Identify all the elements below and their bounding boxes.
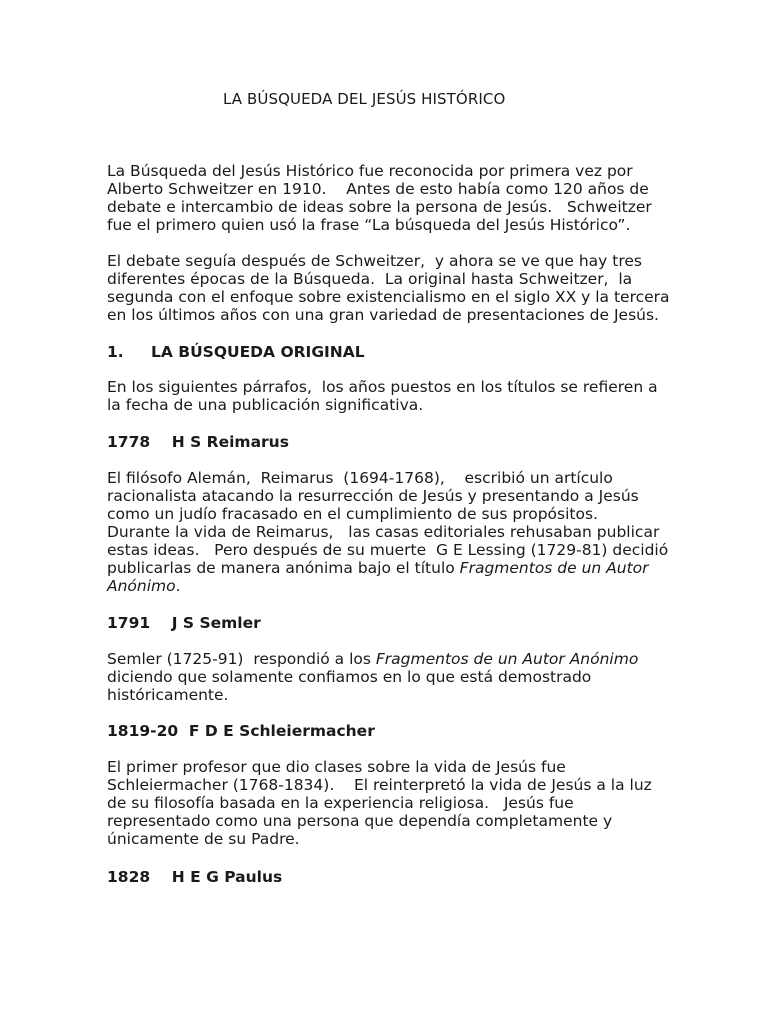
text-line: en los últimos años con una gran variedad de presentaciones de Jesús. — [107, 306, 659, 324]
text-fragment: Semler (1725-91) respondió a los — [107, 650, 376, 668]
section-number: 1. — [107, 343, 124, 361]
text-line: Schleiermacher (1768-1834). El reinterpretó la vida de Jesús a la luz — [107, 776, 652, 794]
text-line: fue el primero quien usó la frase “La búsqueda del Jesús Histórico”. — [107, 216, 631, 234]
italic-title: Anónimo — [107, 577, 176, 595]
text-line: diciendo que solamente confiamos en lo que está demostrado — [107, 668, 592, 686]
italic-title: Fragmentos de un Autor Anónimo — [375, 650, 639, 668]
text-line: Durante la vida de Reimarus, las casas editoriales rehusaban publicar — [107, 523, 660, 541]
text-line: El debate seguía después de Schweitzer, y ahora se ve que hay tres — [107, 252, 642, 270]
entry-heading-reimarus: 1778 H S Reimarus — [107, 433, 289, 451]
text-line: Alberto Schweitzer en 1910. Antes de esto había como 120 años de — [107, 180, 649, 198]
text-fragment: . — [175, 577, 181, 595]
intro-paragraph-2 — [107, 252, 670, 324]
text-line: racionalista atacando la resurrección de Jesús y presentando a Jesús — [107, 487, 639, 505]
text-line — [107, 559, 668, 577]
entry-body-reimarus — [107, 469, 668, 595]
text-line: En los siguientes párrafos, los años puestos en los títulos se refieren a — [107, 378, 658, 396]
text-line: segunda con el enfoque sobre existencialismo en el siglo XX y la tercera — [107, 288, 670, 306]
text-line: históricamente. — [107, 686, 229, 704]
text-line: La Búsqueda del Jesús Histórico fue reconocida por primera vez por — [107, 162, 633, 180]
section-title: LA BÚSQUEDA ORIGINAL — [151, 343, 365, 361]
entry-heading-semler: 1791 J S Semler — [107, 614, 261, 632]
text-line: estas ideas. Pero después de su muerte G E Lessing (1729-81) decidió — [107, 541, 669, 559]
entry-body-schleiermacher — [107, 758, 652, 848]
text-line — [107, 650, 638, 668]
section-intro — [107, 378, 658, 414]
text-line — [107, 577, 668, 595]
document-title: LA BÚSQUEDA DEL JESÚS HISTÓRICO — [223, 90, 506, 108]
entry-heading-schleiermacher: 1819-20 F D E Schleiermacher — [107, 722, 375, 740]
text-line: de su filosofía basada en la experiencia religiosa. Jesús fue — [107, 794, 574, 812]
text-fragment: publicarlas de manera anónima bajo el título — [107, 559, 460, 577]
section-heading — [107, 343, 365, 361]
text-line: únicamente de su Padre. — [107, 830, 300, 848]
text-line: como un judío fracasado en el cumplimiento de sus propósitos. — [107, 505, 598, 523]
italic-title: Fragmentos de un Autor — [459, 559, 649, 577]
entry-body-semler — [107, 650, 638, 704]
text-line: representado como una persona que dependía completamente y — [107, 812, 613, 830]
text-line: El primer profesor que dio clases sobre la vida de Jesús fue — [107, 758, 566, 776]
text-line: la fecha de una publicación significativa. — [107, 396, 424, 414]
text-line: debate e intercambio de ideas sobre la persona de Jesús. Schweitzer — [107, 198, 652, 216]
text-line: diferentes épocas de la Búsqueda. La original hasta Schweitzer, la — [107, 270, 633, 288]
text-line: El filósofo Alemán, Reimarus (1694-1768), escribió un artículo — [107, 469, 613, 487]
intro-paragraph-1 — [107, 162, 652, 234]
entry-heading-paulus: 1828 H E G Paulus — [107, 868, 283, 886]
